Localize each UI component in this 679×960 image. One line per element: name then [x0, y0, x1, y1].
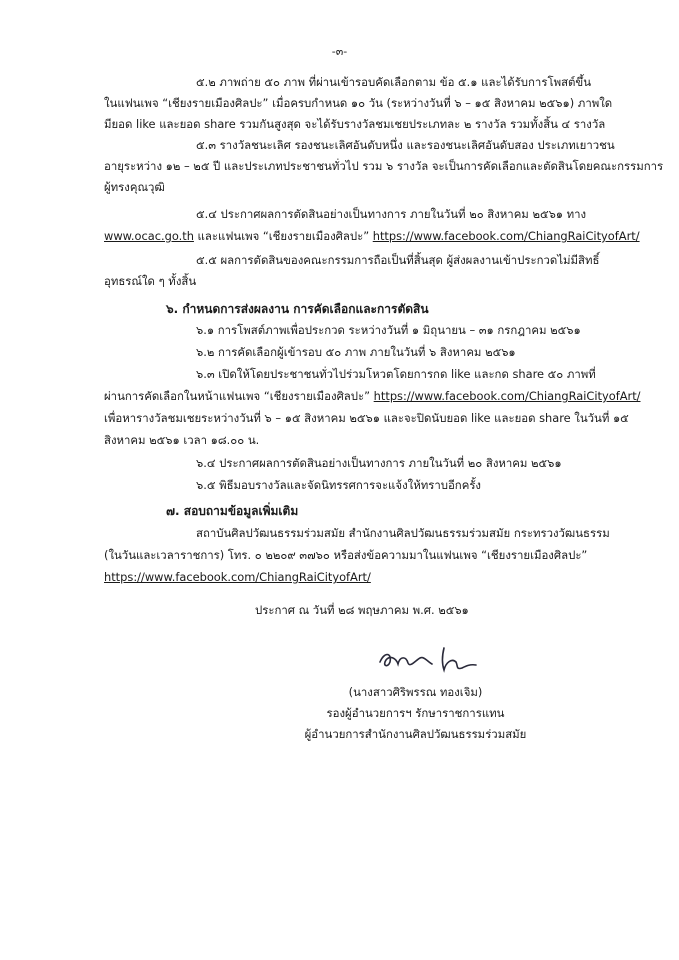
section-7-heading: ๗. สอบถามข้อมูลเพิ่มเติม [166, 504, 299, 518]
page-number: -๓- [331, 45, 348, 58]
item-5-2-line-3: มียอด like และยอด share รวมกันสูงสุด จะได้รับรางวัลชมเชยประเภทละ ๒ รางวัล รวมทั้งสิ้น ๔ รางวัล [104, 117, 606, 131]
item-5-5-line-1: ๕.๕ ผลการตัดสินของคณะกรรมการถือเป็นที่สิ้นสุด ผู้ส่งผลงานเข้าประกวดไม่มีสิทธิ์ [196, 253, 600, 267]
item-5-4-line-2 [104, 228, 640, 244]
item-6-3-line-3: เพื่อหารางวัลชมเชยระหว่างวันที่ ๖ – ๑๕ สิงหาคม ๒๕๖๑ และจะปิดนับยอด like และยอด share ในวันที่ ๑๕ [104, 411, 629, 425]
item-5-4-line-2-text: และแฟนเพจ “เชียงรายเมืองศิลปะ” [193, 229, 373, 243]
item-5-2-line-1: ๕.๒ ภาพถ่าย ๕๐ ภาพ ที่ผ่านเข้ารอบคัดเลือกตาม ข้อ ๕.๑ และได้รับการโพสต์ขึ้น [196, 75, 591, 89]
item-5-2-line-2: ในแฟนเพจ “เชียงรายเมืองศิลปะ” เมื่อครบกำหนด ๑๐ วัน (ระหว่างวันที่ ๖ – ๑๕ สิงหาคม ๒๕๖๑) ภาพใด [104, 96, 613, 110]
contact-line-1: สถาบันศิลปวัฒนธรรมร่วมสมัย สำนักงานศิลปวัฒนธรรมร่วมสมัย กระทรวงวัฒนธรรม [196, 526, 610, 540]
item-5-3-line-3: ผู้ทรงคุณวุฒิ [104, 180, 165, 194]
section-6-heading: ๖. กำหนดการส่งผลงาน การคัดเลือกและการตัดสิน [166, 302, 429, 316]
item-5-3-line-1: ๕.๓ รางวัลชนะเลิศ รองชนะเลิศอันดับหนึ่ง และรองชนะเลิศอันดับสอง ประเภทเยาวชน [196, 138, 615, 152]
contact-line-2: (ในวันและเวลาราชการ) โทร. ๐ ๒๒๐๙ ๓๗๖๐ หรือส่งข้อความมาในแฟนเพจ “เชียงรายเมืองศิลปะ” [104, 548, 588, 562]
announcement-date: ประกาศ ณ วันที่ ๒๘ พฤษภาคม พ.ศ. ๒๕๖๑ [255, 603, 469, 617]
contact-line-3 [104, 569, 371, 585]
item-5-5-line-2: อุทธรณ์ใด ๆ ทั้งสิ้น [104, 274, 197, 288]
item-6-3-line-1: ๖.๓ เปิดให้โดยประชาชนทั่วไปร่วมโหวตโดยการกด like และกด share ๕๐ ภาพที่ [196, 367, 596, 381]
item-5-4-line-1: ๕.๔ ประกาศผลการตัดสินอย่างเป็นทางการ ภายในวันที่ ๒๐ สิงหาคม ๒๕๖๑ ทาง [196, 207, 587, 221]
item-6-3-line-2 [104, 388, 641, 404]
signatory-title-2: ผู้อำนวยการสำนักงานศิลปวัฒนธรรมร่วมสมัย [304, 727, 527, 741]
item-6-5: ๖.๕ พิธีมอบรางวัลและจัดนิทรรศการจะแจ้งให้ทราบอีกครั้ง [196, 478, 481, 492]
signature-drawing [372, 638, 492, 678]
item-6-1: ๖.๑ การโพสต์ภาพเพื่อประกวด ระหว่างวันที่ ๑ มิถุนายน – ๓๑ กรกฎาคม ๒๕๖๑ [196, 323, 581, 337]
item-6-2: ๖.๒ การคัดเลือกผู้เข้ารอบ ๕๐ ภาพ ภายในวันที่ ๖ สิงหาคม ๒๕๖๑ [196, 345, 516, 359]
item-6-4: ๖.๔ ประกาศผลการตัดสินอย่างเป็นทางการ ภายในวันที่ ๒๐ สิงหาคม ๒๕๖๑ [196, 456, 562, 470]
facebook-page-link[interactable]: https://www.facebook.com/ChiangRaiCityofArt/ [104, 570, 371, 584]
facebook-page-link[interactable]: https://www.facebook.com/ChiangRaiCityofArt/ [373, 389, 641, 403]
item-6-3-line-2-text: ผ่านการคัดเลือกในหน้าแฟนเพจ “เชียงรายเมืองศิลปะ” [104, 389, 374, 403]
item-6-3-line-4: สิงหาคม ๒๕๖๑ เวลา ๑๘.๐๐ น. [104, 433, 260, 447]
ocac-website-link[interactable]: www.ocac.go.th [104, 229, 194, 243]
signatory-title-1: รองผู้อำนวยการฯ รักษาราชการแทน [326, 706, 505, 720]
signatory-name: (นางสาวศิริพรรณ ทองเจิม) [348, 685, 483, 699]
item-5-3-line-2: อายุระหว่าง ๑๒ – ๒๕ ปี และประเภทประชาชนทั่วไป รวม ๖ รางวัล จะเป็นการคัดเลือกและตัดสินโดยคณะกรรมการ [104, 159, 664, 173]
handwritten-signature [372, 638, 492, 678]
facebook-page-link[interactable]: https://www.facebook.com/ChiangRaiCityofArt/ [372, 229, 640, 243]
